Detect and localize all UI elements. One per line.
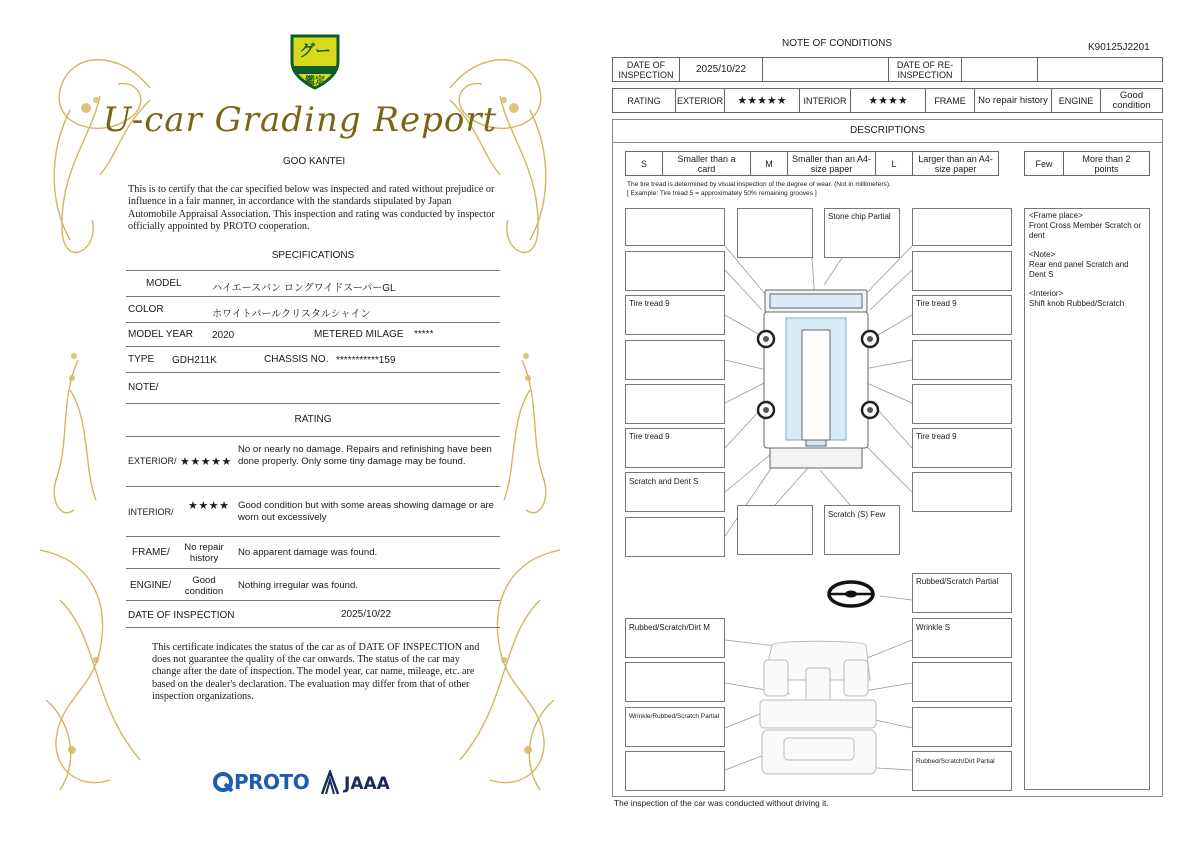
damage-box: [912, 662, 1012, 702]
type-value: GDH211K: [172, 355, 217, 366]
chassis-label: CHASSIS NO.: [264, 354, 329, 365]
tire-tread-front-left: Tire tread 9: [629, 299, 670, 308]
report-subtitle: GOO KANTEI: [282, 156, 346, 167]
reinspection-date-value: [961, 57, 1038, 82]
certificate-disclaimer: This certificate indicates the status of the car as of DATE OF INSPECTION and does not guarantee the quality of the car onwards. The status of the car may change after the date of inspection. The model year, car name, mileage, etc. are based on the dealer's declaration. The evaluation may differ from that of other inspection organizations.: [152, 642, 480, 702]
damage-box: [625, 707, 725, 747]
damage-box: [912, 208, 1012, 246]
color-value: ホワイトパールクリスタルシャイン: [212, 309, 371, 320]
legend-m: M: [750, 151, 788, 176]
svg-text:鑑定: 鑑定: [305, 76, 325, 87]
damage-box: [912, 295, 1012, 335]
svg-text:グー: グー: [298, 41, 332, 60]
stone-chip-note: Stone chip Partial: [828, 212, 891, 221]
tire-tread-example: [ Example: Tire tread 5 = approximately 50% remaining grooves ]: [627, 190, 817, 197]
rubbed-dirt-m-note: Rubbed/Scratch/Dirt M: [629, 623, 710, 632]
damage-box: [625, 340, 725, 380]
steering-rubbed-note: Rubbed/Scratch Partial: [916, 577, 999, 586]
interior-label: INTERIOR: [799, 88, 851, 113]
frame-value: No repair history: [974, 88, 1052, 113]
rubbed-dirt-partial-note: Rubbed/Scratch/Dirt Partial: [916, 758, 995, 765]
exterior-label: EXTERIOR/: [128, 456, 177, 466]
jaaa-logo: JAAA: [344, 774, 390, 794]
interior-heading: <Interior>: [1029, 289, 1064, 298]
damage-box: [824, 505, 900, 555]
chassis-value: ***********159: [336, 355, 396, 366]
goo-kantei-badge-icon: [288, 32, 342, 90]
proto-logo: PROTO: [234, 770, 310, 794]
legend-m-description: Smaller than an A4-size paper: [787, 151, 876, 176]
damage-box: [912, 707, 1012, 747]
divider: [126, 372, 500, 373]
damage-box: [625, 618, 725, 658]
note-heading: <Note>: [1029, 250, 1056, 259]
divider: [126, 600, 500, 601]
date-of-reinspection-label: DATE OF RE-INSPECTION: [888, 57, 962, 82]
interior-star-rating: ★★★★: [188, 500, 230, 512]
note-text: Rear end panel Scratch and Dent S: [1029, 260, 1129, 279]
damage-box: [912, 428, 1012, 468]
tire-tread-front-right: Tire tread 9: [916, 299, 957, 308]
frame-place-note: Front Cross Member Scratch or dent: [1029, 221, 1142, 240]
metered-milage-value: *****: [414, 329, 434, 340]
engine-label: ENGINE: [1051, 88, 1101, 113]
divider: [126, 536, 500, 537]
rating-heading: RATING: [294, 414, 332, 425]
note-label: NOTE/: [128, 382, 159, 393]
divider: [126, 322, 500, 323]
exterior-star-rating: ★★★★★: [180, 456, 232, 468]
damage-box: [737, 505, 813, 555]
interior-description: Good condition but with some areas showing damage or are worn out excessively: [238, 500, 494, 523]
exterior-star-rating: ★★★★★: [724, 88, 800, 113]
model-value: ハイエースバン ロングワイドスーパーGL: [212, 283, 396, 294]
damage-box: [737, 208, 813, 258]
descriptions-heading: DESCRIPTIONS: [612, 119, 1163, 143]
damage-box: [625, 751, 725, 791]
legend-s-description: Smaller than a card: [662, 151, 751, 176]
damage-box: [912, 472, 1012, 512]
damage-box: [912, 573, 1012, 613]
damage-box: [912, 340, 1012, 380]
date-of-inspection-label: DATE OF INSPECTION: [128, 610, 235, 621]
steering-wheel-icon: [829, 582, 873, 606]
damage-box: [625, 517, 725, 557]
proto-logo-icon: [212, 771, 234, 793]
legend-l-description: Larger than an A4-size paper: [912, 151, 999, 176]
interior-star-rating: ★★★★: [850, 88, 926, 113]
damage-box: [912, 251, 1012, 291]
exterior-label: EXTERIOR: [675, 88, 725, 113]
rating-label: RATING: [612, 88, 676, 113]
wrinkle-note: Wrinkle S: [916, 623, 951, 632]
divider: [126, 486, 500, 487]
date-of-inspection-value: 2025/10/22: [679, 57, 763, 82]
engine-value: Good condition: [1100, 88, 1163, 113]
empty-cell: [762, 57, 889, 82]
damage-box: [625, 472, 725, 512]
damage-box: [912, 618, 1012, 658]
divider: [126, 346, 500, 347]
conditions-title: NOTE OF CONDITIONS: [782, 38, 892, 49]
damage-box: [824, 208, 900, 258]
frame-description: No apparent damage was found.: [238, 547, 378, 558]
divider: [126, 436, 500, 437]
divider: [126, 627, 500, 628]
legend-few-description: More than 2 points: [1063, 151, 1150, 176]
jaaa-logo-icon: [320, 770, 340, 796]
damage-box: [625, 428, 725, 468]
scratch-dent-note: Scratch and Dent S: [629, 477, 699, 486]
metered-milage-label: METERED MILAGE: [314, 329, 404, 340]
legend-l: L: [875, 151, 913, 176]
damage-box: [625, 295, 725, 335]
date-of-inspection-value: 2025/10/22: [341, 609, 392, 620]
damage-box: [912, 751, 1012, 791]
specifications-heading: SPECIFICATIONS: [271, 250, 355, 261]
color-label: COLOR: [128, 304, 164, 315]
certification-statement: This is to certify that the car specified below was inspected and rated without prejudice or influence in a fair manner, in accordance with the standards stipulated by Japan Automobile Appraisal Association. This inspection and rating was conducted by inspector officially appointed by PROTO cooperation.: [128, 184, 495, 233]
frame-label: FRAME: [925, 88, 975, 113]
report-id: K90125J2201: [1088, 42, 1150, 53]
divider: [126, 568, 500, 569]
damage-box: [625, 662, 725, 702]
report-title: U-car Grading Report: [102, 100, 498, 140]
legend-s: S: [625, 151, 663, 176]
model-label: MODEL: [146, 278, 182, 289]
interior-label: INTERIOR/: [128, 507, 174, 517]
date-of-inspection-label: DATE OF INSPECTION: [612, 57, 680, 82]
empty-cell: [1037, 57, 1163, 82]
condition-notes-panel: [1024, 208, 1150, 790]
engine-description: Nothing irregular was found.: [238, 580, 358, 591]
divider: [126, 296, 500, 297]
divider: [126, 270, 500, 271]
model-year-label: MODEL YEAR: [128, 329, 194, 340]
tire-tread-rear-right: Tire tread 9: [916, 432, 957, 441]
frame-value: No repair history: [184, 542, 224, 564]
damage-box: [625, 384, 725, 424]
damage-box: [912, 384, 1012, 424]
damage-box: [625, 208, 725, 246]
damage-box: [625, 251, 725, 291]
divider: [126, 403, 500, 404]
exterior-description: No or nearly no damage. Repairs and refinishing have been done properly. Only some tiny damage may be found.: [238, 444, 492, 467]
inspection-disclaimer: The inspection of the car was conducted without driving it.: [614, 798, 829, 808]
interior-note: Shift knob Rubbed/Scratch: [1029, 299, 1125, 308]
frame-label: FRAME/: [132, 547, 170, 558]
type-label: TYPE: [128, 354, 155, 365]
engine-label: ENGINE/: [130, 580, 172, 591]
legend-few: Few: [1024, 151, 1064, 176]
wrinkle-rubbed-note: Wrinkle/Rubbed/Scratch Partial: [629, 713, 720, 720]
tire-tread-rear-left: Tire tread 9: [629, 432, 670, 441]
frame-place-heading: <Frame place>: [1029, 211, 1083, 220]
model-year-value: 2020: [212, 330, 235, 341]
engine-value: Good condition: [184, 575, 224, 597]
scratch-few-note: Scratch (S) Few: [828, 510, 886, 519]
tire-tread-note: The tire tread is determined by visual inspection of the degree of wear. (Not in millimeters).: [627, 181, 891, 188]
